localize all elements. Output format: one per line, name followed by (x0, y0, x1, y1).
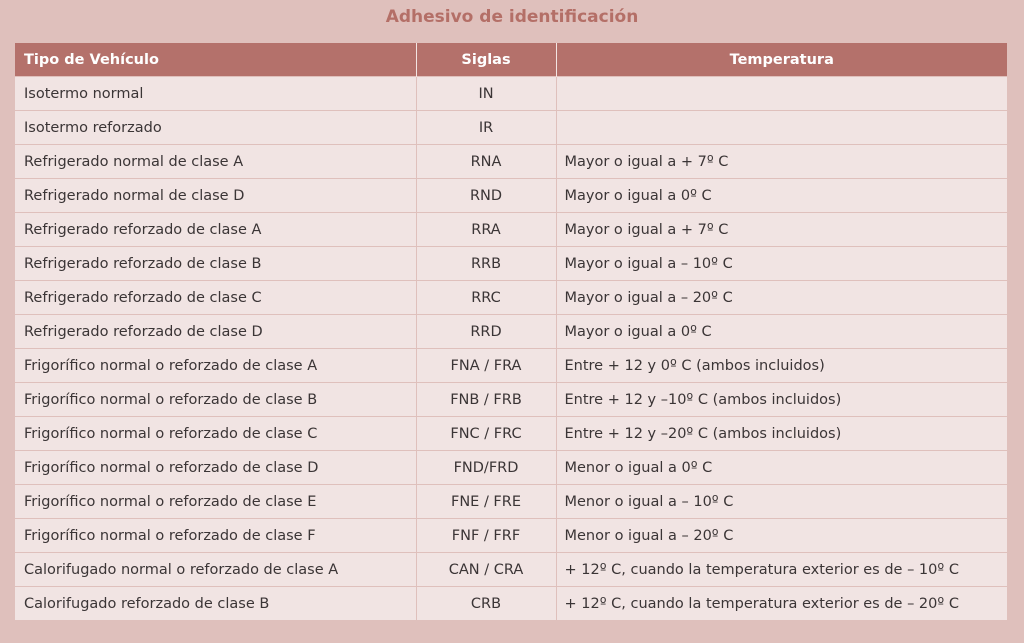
cell-siglas: FNF / FRF (416, 519, 556, 553)
table-row (15, 553, 1007, 587)
cell-temperatura: Mayor o igual a 0º C (556, 179, 1007, 213)
cell-temperatura: Mayor o igual a + 7º C (556, 213, 1007, 247)
cell-tipo: Isotermo reforzado (15, 111, 416, 145)
cell-tipo: Frigorífico normal o reforzado de clase E (15, 485, 416, 519)
cell-siglas: IN (416, 77, 556, 111)
table-row (15, 145, 1007, 179)
table-row (15, 179, 1007, 213)
cell-siglas: IR (416, 111, 556, 145)
cell-tipo: Refrigerado reforzado de clase A (15, 213, 416, 247)
cell-temperatura: Mayor o igual a 0º C (556, 315, 1007, 349)
cell-temperatura: Mayor o igual a – 20º C (556, 281, 1007, 315)
cell-siglas: FNA / FRA (416, 349, 556, 383)
cell-temperatura: Menor o igual a 0º C (556, 451, 1007, 485)
cell-siglas: FNE / FRE (416, 485, 556, 519)
cell-tipo: Frigorífico normal o reforzado de clase B (15, 383, 416, 417)
cell-siglas: RRB (416, 247, 556, 281)
table-row (15, 213, 1007, 247)
table-row (15, 111, 1007, 145)
cell-tipo: Calorifugado normal o reforzado de clase A (15, 553, 416, 587)
cell-siglas: RND (416, 179, 556, 213)
table-row (15, 383, 1007, 417)
table-row (15, 247, 1007, 281)
cell-temperatura: Menor o igual a – 20º C (556, 519, 1007, 553)
page-title: Adhesivo de identificación (385, 7, 639, 27)
table-row (15, 349, 1007, 383)
cell-siglas: RRD (416, 315, 556, 349)
cell-tipo: Refrigerado reforzado de clase B (15, 247, 416, 281)
cell-temperatura (556, 77, 1007, 111)
table-row (15, 485, 1007, 519)
cell-siglas: RRC (416, 281, 556, 315)
cell-tipo: Calorifugado reforzado de clase B (15, 587, 416, 621)
header-temperatura: Temperatura (556, 43, 1007, 77)
table-row (15, 587, 1007, 621)
cell-temperatura: Mayor o igual a – 10º C (556, 247, 1007, 281)
identification-table (15, 43, 1007, 620)
cell-temperatura: Entre + 12 y –10º C (ambos incluidos) (556, 383, 1007, 417)
cell-tipo: Refrigerado normal de clase A (15, 145, 416, 179)
table-row (15, 451, 1007, 485)
header-siglas: Siglas (416, 43, 556, 77)
cell-siglas: CAN / CRA (416, 553, 556, 587)
cell-tipo: Refrigerado normal de clase D (15, 179, 416, 213)
cell-siglas: CRB (416, 587, 556, 621)
cell-siglas: RNA (416, 145, 556, 179)
cell-temperatura: Entre + 12 y –20º C (ambos incluidos) (556, 417, 1007, 451)
cell-tipo: Frigorífico normal o reforzado de clase F (15, 519, 416, 553)
table-row (15, 315, 1007, 349)
cell-tipo: Frigorífico normal o reforzado de clase C (15, 417, 416, 451)
cell-temperatura (556, 111, 1007, 145)
cell-temperatura: + 12º C, cuando la temperatura exterior es de – 20º C (556, 587, 1007, 621)
cell-siglas: FND/FRD (416, 451, 556, 485)
table-header-row (15, 43, 1007, 77)
cell-siglas: FNB / FRB (416, 383, 556, 417)
header-tipo-vehiculo: Tipo de Vehículo (15, 43, 416, 77)
cell-temperatura: Menor o igual a – 10º C (556, 485, 1007, 519)
table-row (15, 417, 1007, 451)
cell-temperatura: Mayor o igual a + 7º C (556, 145, 1007, 179)
table-row (15, 281, 1007, 315)
cell-siglas: FNC / FRC (416, 417, 556, 451)
cell-siglas: RRA (416, 213, 556, 247)
cell-temperatura: Entre + 12 y 0º C (ambos incluidos) (556, 349, 1007, 383)
table-row (15, 77, 1007, 111)
cell-tipo: Frigorífico normal o reforzado de clase D (15, 451, 416, 485)
cell-tipo: Refrigerado reforzado de clase C (15, 281, 416, 315)
cell-temperatura: + 12º C, cuando la temperatura exterior es de – 10º C (556, 553, 1007, 587)
cell-tipo: Isotermo normal (15, 77, 416, 111)
table-row (15, 519, 1007, 553)
cell-tipo: Refrigerado reforzado de clase D (15, 315, 416, 349)
cell-tipo: Frigorífico normal o reforzado de clase A (15, 349, 416, 383)
